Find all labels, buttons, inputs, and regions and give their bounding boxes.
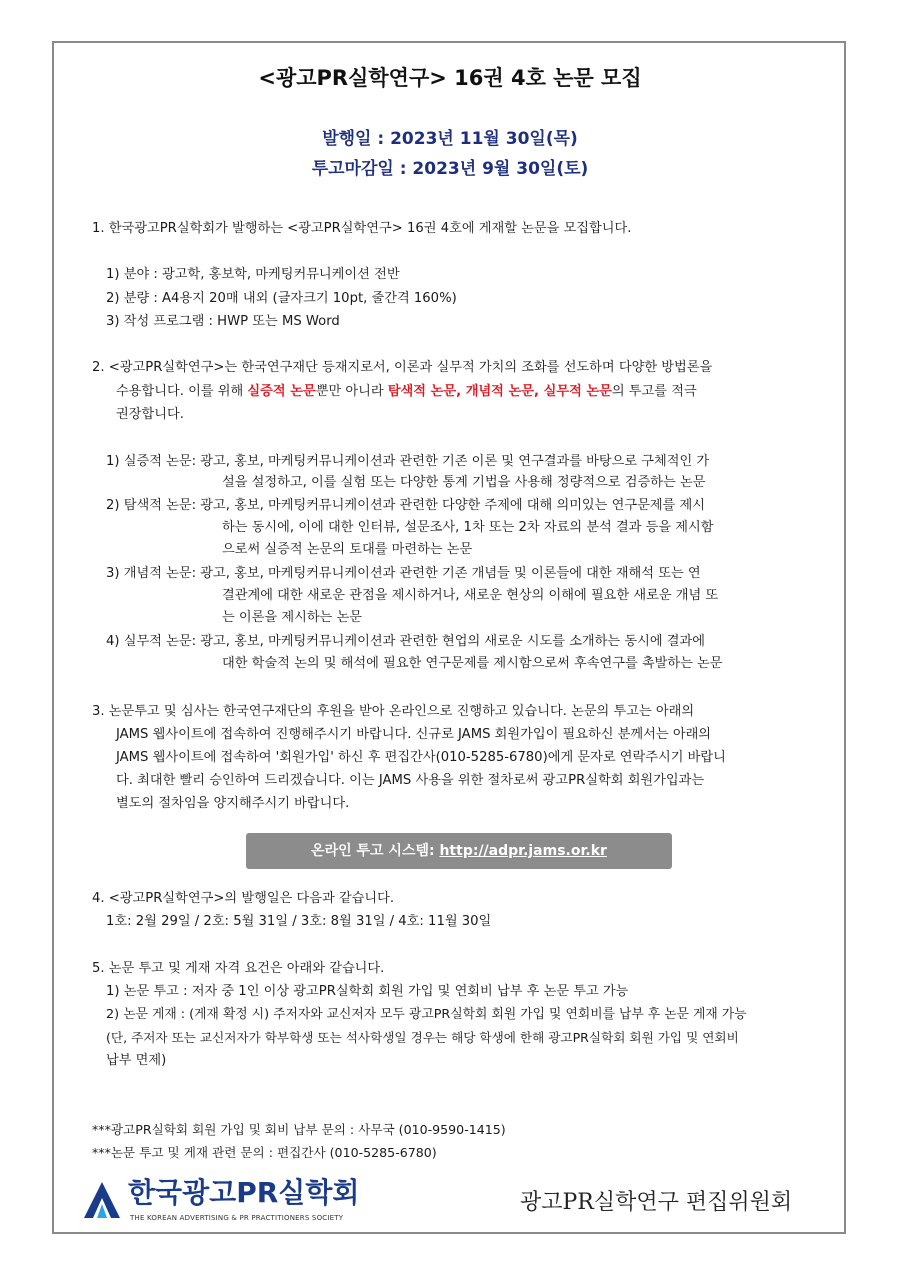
section1-item: 2) 분량 : A4용지 20매 내외 (글자크기 10pt, 줄간격 160%) xyxy=(106,291,457,306)
highlight-empirical: 실증적 논문 xyxy=(247,384,316,399)
society-logo-subtitle: THE KOREAN ADVERTISING & PR PRACTITIONERS SOCIETY xyxy=(130,1214,344,1222)
section1-item: 1) 분야 : 광고학, 홍보학, 마케팅커뮤니케이션 전반 xyxy=(106,267,400,282)
paper-type-empirical: 설을 설정하고, 이를 실험 또는 다양한 통계 기법을 사용해 정량적으로 검증하는 논문 xyxy=(222,475,706,490)
society-logo-icon xyxy=(82,1180,122,1220)
section3-line: JAMS 웹사이트에 접속하여 '회원가입' 하신 후 편집간사(010-5285-6780)에게 문자로 연락주시기 바랍니 xyxy=(116,750,726,765)
submission-link[interactable]: http://adpr.jams.or.kr xyxy=(439,843,607,859)
section5-line: 납부 면제) xyxy=(106,1053,167,1068)
contact-editorial: ***논문 투고 및 게재 관련 문의 : 편집간사 (010-5285-6780) xyxy=(92,1145,437,1160)
contact-membership: ***광고PR실학회 회원 가입 및 회비 납부 문의 : 사무국 (010-9590-1415) xyxy=(92,1122,506,1137)
section2-line: 2. <광고PR실학연구>는 한국연구재단 등재지로서, 이론과 실무적 가치의 조화를 선도하며 다양한 방법론을 xyxy=(92,360,713,375)
paper-type-exploratory: 2) 탐색적 논문: 광고, 홍보, 마케팅커뮤니케이션과 관련한 다양한 주제에 대해 의미있는 연구문제를 제시 xyxy=(106,498,705,513)
section1-item: 3) 작성 프로그램 : HWP 또는 MS Word xyxy=(106,314,340,329)
paper-type-practical: 대한 학술적 논의 및 해석에 필요한 연구문제를 제시함으로써 후속연구를 촉발하는 논문 xyxy=(222,656,723,671)
section4-heading: 4. <광고PR실학연구>의 발행일은 다음과 같습니다. xyxy=(92,891,395,906)
section2-line: 권장합니다. xyxy=(116,407,184,422)
section2-line xyxy=(116,383,697,401)
society-logo-text: 한국광고PR실학회 xyxy=(128,1176,360,1209)
section2-text: 뿐만 아니라 xyxy=(315,384,388,399)
section5-line: 2) 논문 게재 : (게재 확정 시) 주저자와 교신저자 모두 광고PR실학회 회원 가입 및 연회비를 납부 후 논문 게재 가능 xyxy=(106,1007,747,1022)
publication-schedule: 1호: 2월 29일 / 2호: 5월 31일 / 3호: 8월 31일 / 4호: 11월 30일 xyxy=(106,914,492,929)
section5-heading: 5. 논문 투고 및 게재 자격 요건은 아래와 같습니다. xyxy=(92,961,385,976)
section3-line: 다. 최대한 빨리 승인하여 드리겠습니다. 이는 JAMS 사용을 위한 절차로써 광고PR실학회 회원가입과는 xyxy=(116,773,705,788)
section5-line: (단, 주저자 또는 교신저자가 학부학생 또는 석사학생일 경우는 해당 학생에 한해 광고PR실학회 회원 가입 및 연회비 xyxy=(106,1030,739,1045)
highlight-other-types: 탐색적 논문, 개념적 논문, 실무적 논문 xyxy=(387,384,612,399)
section2-text: 의 투고를 적극 xyxy=(611,384,697,399)
editorial-committee: 광고PR실학연구 편집위원회 xyxy=(520,1190,793,1215)
page-title: <광고PR실학연구> 16권 4호 논문 모집 xyxy=(258,66,642,90)
paper-type-conceptual: 3) 개념적 논문: 광고, 홍보, 마케팅커뮤니케이션과 관련한 기존 개념들 및 이론들에 대한 재해석 또는 연 xyxy=(106,566,701,581)
section2-text: 수용합니다. 이를 위해 xyxy=(116,384,248,399)
section5-line: 1) 논문 투고 : 저자 중 1인 이상 광고PR실학회 회원 가입 및 연회비 납부 후 논문 투고 가능 xyxy=(106,984,629,999)
section3-line: 별도의 절차임을 양지해주시기 바랍니다. xyxy=(116,796,350,811)
paper-type-exploratory: 으로써 실증적 논문의 토대를 마련하는 논문 xyxy=(222,542,473,557)
paper-type-empirical: 1) 실증적 논문: 광고, 홍보, 마케팅커뮤니케이션과 관련한 기존 이론 및 연구결과를 바탕으로 구체적인 가 xyxy=(106,454,710,469)
publish-date: 발행일 : 2023년 11월 30일(목) xyxy=(322,129,578,149)
online-submission-banner xyxy=(246,833,672,869)
banner-label: 온라인 투고 시스템: xyxy=(311,843,440,859)
submission-deadline: 투고마감일 : 2023년 9월 30일(토) xyxy=(311,159,589,179)
paper-type-conceptual: 는 이론을 제시하는 논문 xyxy=(222,610,362,625)
section3-line: 3. 논문투고 및 심사는 한국연구재단의 후원을 받아 온라인으로 진행하고 있습니다. 논문의 투고는 아래의 xyxy=(92,704,695,719)
section1-heading: 1. 한국광고PR실학회가 발행하는 <광고PR실학연구> 16권 4호에 게재할 논문을 모집합니다. xyxy=(92,221,632,236)
section3-line: JAMS 웹사이트에 접속하여 진행해주시기 바랍니다. 신규로 JAMS 회원가입이 필요하신 분께서는 아래의 xyxy=(116,727,712,742)
paper-type-practical: 4) 실무적 논문: 광고, 홍보, 마케팅커뮤니케이션과 관련한 현업의 새로운 시도를 소개하는 동시에 결과에 xyxy=(106,634,705,649)
paper-type-conceptual: 결관계에 대한 새로운 관점을 제시하거나, 새로운 현상의 이해에 필요한 새로운 개념 또 xyxy=(222,588,719,603)
paper-type-exploratory: 하는 동시에, 이에 대한 인터뷰, 설문조사, 1차 또는 2차 자료의 분석 결과 등을 제시함 xyxy=(222,520,714,535)
